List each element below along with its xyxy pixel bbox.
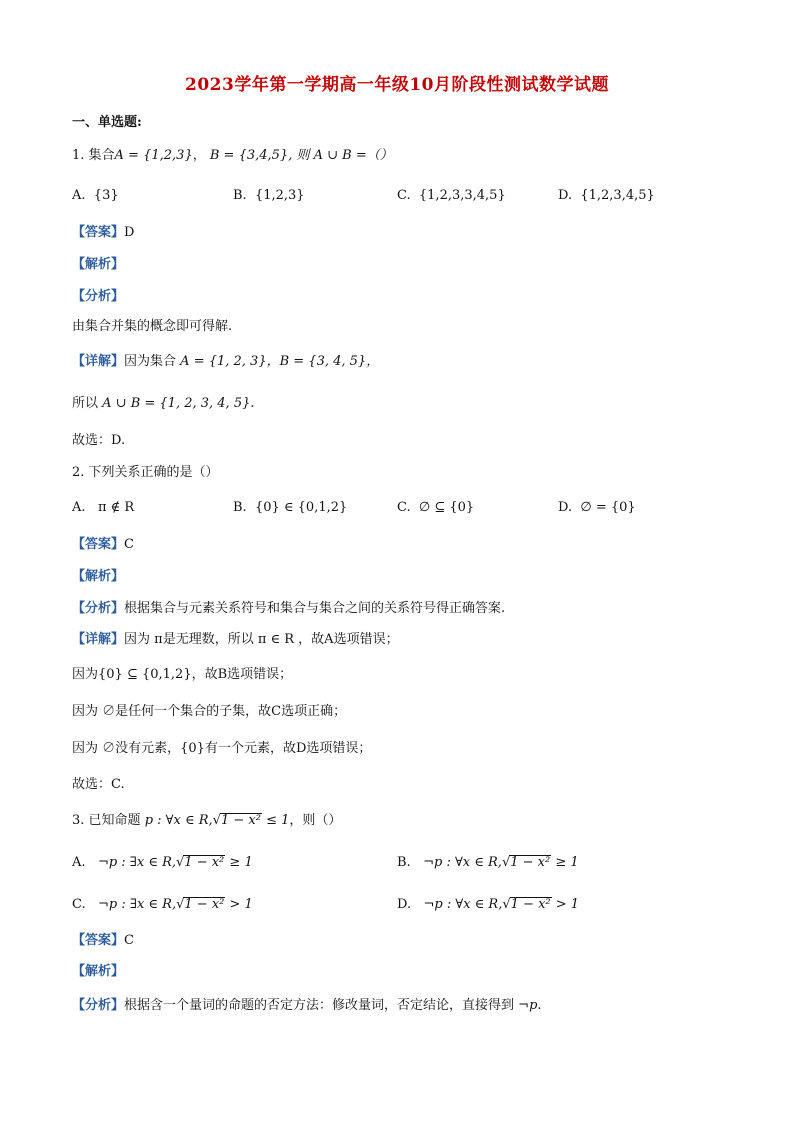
q1-fenxi-label: 【分析】: [72, 289, 125, 304]
q1-analysis: 由集合并集的概念即可得解.: [72, 319, 233, 334]
q2-detail-2: 因为{0} ⊆ {0,1,2}，故B选项错误；: [72, 667, 293, 682]
q2-detail-1: 【详解】因为 π是无理数，所以 π ∈ R ，故A选项错误；: [72, 632, 399, 647]
q1-option-b: B. {1,2,3}: [233, 188, 305, 203]
q1-detail-2: 所以 A ∪ B = {1, 2, 3, 4, 5}.: [72, 396, 255, 411]
question-2-stem: 2. 下列关系正确的是（）: [72, 465, 219, 480]
q3-option-c: C. ¬p : ∃x ∈ R,√1 − x² > 1: [72, 897, 253, 912]
q1-stem-prefix: 1. 集合: [72, 148, 115, 163]
q2-option-c: C. ∅ ⊆ {0}: [397, 500, 475, 515]
q3-option-b: B. ¬p : ∀x ∈ R,√1 − x² ≥ 1: [397, 855, 579, 870]
page-title: 2023学年第一学期高一年级10月阶段性测试数学试题: [185, 75, 609, 95]
q3-jiexi-label: 【解析】: [72, 964, 125, 979]
q1-detail-1: 【详解】因为集合 A = {1, 2, 3}，B = {3, 4, 5}，: [72, 354, 380, 369]
q3-option-d: D. ¬p : ∀x ∈ R,√1 − x² > 1: [397, 897, 580, 912]
q2-detail-3: 因为 ∅是任何一个集合的子集，故C选项正确；: [72, 704, 347, 719]
q1-stem-suffix: , 则 A ∪ B =（）: [288, 148, 393, 163]
q1-option-d: D. {1,2,3,4,5}: [558, 188, 655, 203]
q3-option-a: A. ¬p : ∃x ∈ R,√1 − x² ≥ 1: [72, 855, 253, 870]
q1-jiexi-label: 【解析】: [72, 257, 125, 272]
q2-jiexi-label: 【解析】: [72, 569, 125, 584]
q1-option-a: A. {3}: [72, 188, 119, 203]
q2-analysis: 【分析】根据集合与元素关系符号和集合与集合之间的关系符号得正确答案.: [72, 601, 506, 616]
q1-separator: ，: [192, 148, 206, 163]
q1-option-c: C. {1,2,3,3,4,5}: [397, 188, 506, 203]
q1-set-b: B = {3,4,5}: [209, 148, 289, 163]
q2-option-a: A. π ∉ R: [72, 500, 135, 515]
section-heading: 一、单选题:: [72, 115, 142, 130]
q3-answer: 【答案】C: [72, 933, 134, 948]
q2-option-b: B. {0} ∈ {0,1,2}: [233, 500, 348, 515]
q2-conclusion: 故选：C.: [72, 777, 125, 792]
question-3-stem: 3. 已知命题 p : ∀x ∈ R,√1 − x² ≤ 1，则（）: [72, 813, 342, 828]
question-1-stem: [72, 147, 393, 165]
q2-option-d: D. ∅ = {0}: [558, 500, 636, 515]
q2-detail-4: 因为 ∅没有元素，{0}有一个元素，故D选项错误；: [72, 741, 372, 756]
q1-conclusion: 故选：D.: [72, 433, 126, 448]
q2-answer: 【答案】C: [72, 537, 134, 552]
q1-answer: 【答案】D: [72, 225, 135, 240]
q1-set-a: A = {1,2,3}: [114, 148, 193, 163]
q3-analysis: 【分析】根据含一个量词的命题的否定方法：修改量词，否定结论，直接得到 ¬p.: [72, 998, 542, 1013]
